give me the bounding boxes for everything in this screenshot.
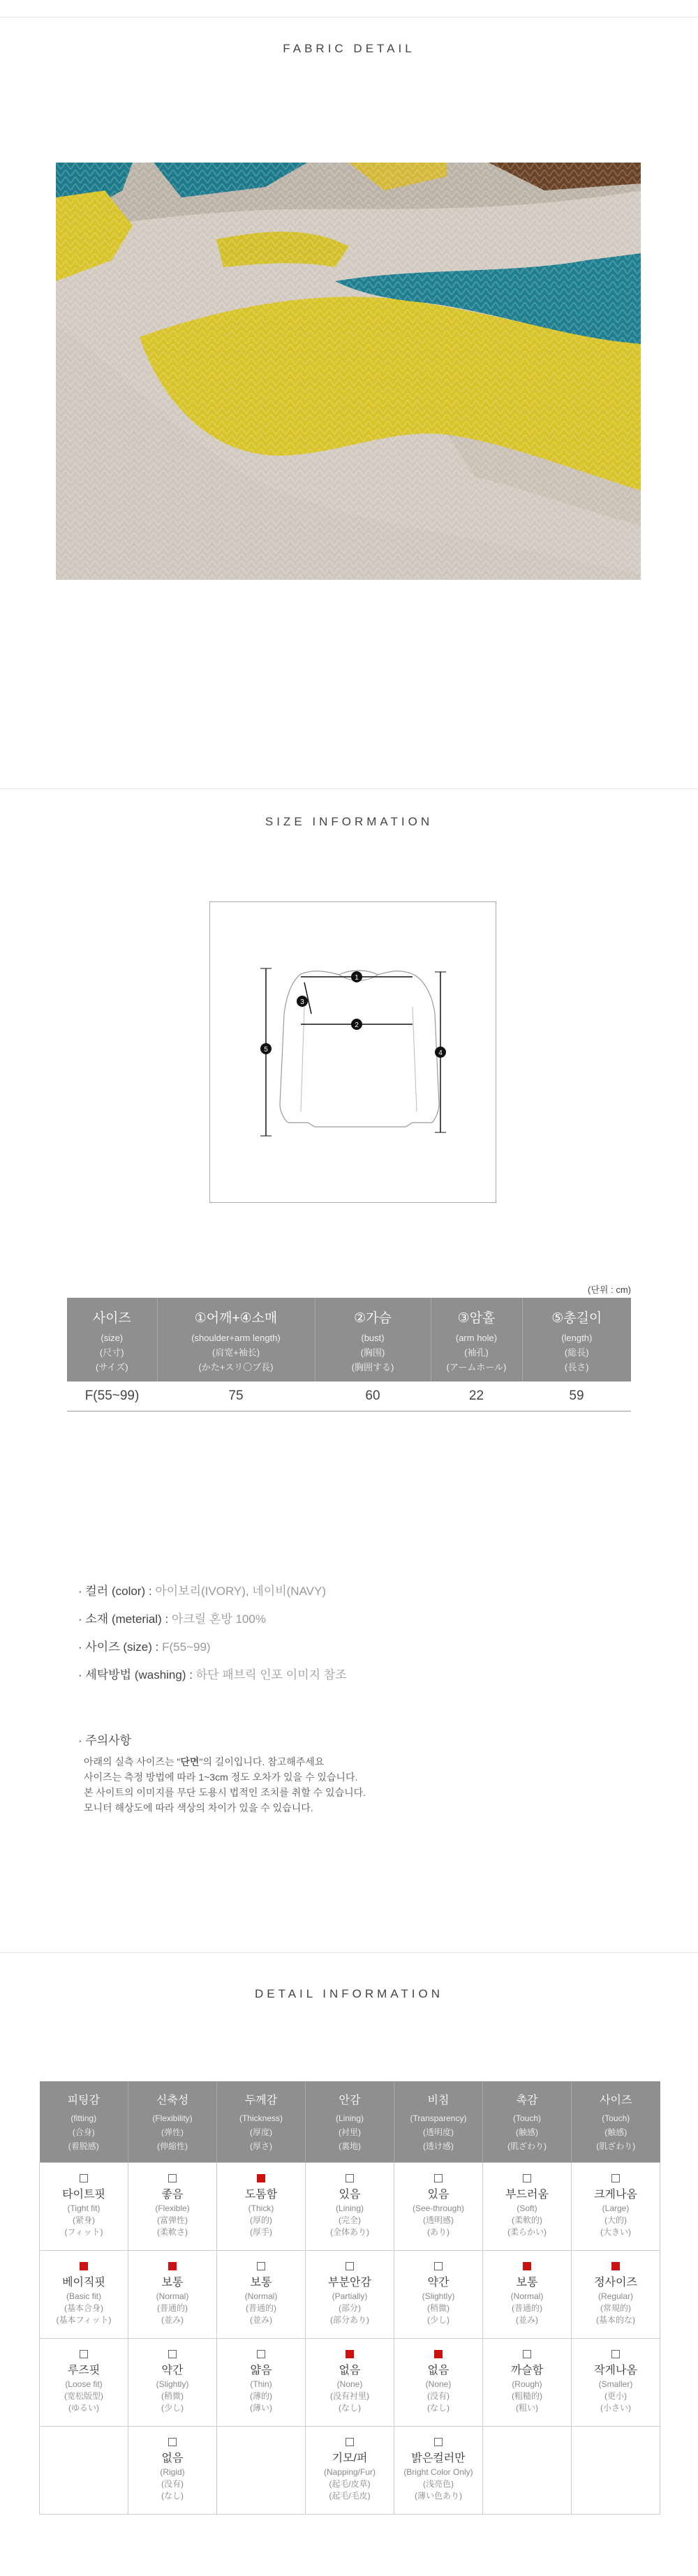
detail-table (39, 2081, 660, 2515)
armhole-col-header: ③암홀 (arm hole) (袖孔) (アームホール) (431, 1298, 522, 1381)
touch-option-cell: 까슬함 (Rough) (粗糙的) (粗い) (483, 2338, 572, 2426)
material-info: · 소재 (meterial) : 아크릴 혼방 100% (78, 1612, 266, 1626)
thickness-option-cell: 얇음 (Thin) (薄的) (薄い) (217, 2338, 306, 2426)
transparency-header: 비침 (Transparency) (透明度) (透け感) (394, 2081, 483, 2162)
lining-option-cell: 없음 (None) (没有衬里) (なし) (306, 2338, 394, 2426)
size-information-title: SIZE INFORMATION (265, 815, 433, 828)
fabric-knit-image (56, 163, 641, 580)
touch-option-cell: 부드러움 (Soft) (柔軟的) (柔らかい) (483, 2162, 572, 2250)
empty-box-icon (257, 2350, 265, 2358)
transparency-option-cell: 있음 (See-through) (透明感) (あり) (394, 2162, 483, 2250)
empty-box-icon (168, 2350, 177, 2358)
lining-option-cell: 부분안감 (Partially) (部分) (部分あり) (306, 2250, 394, 2338)
size-option-cell: 작게나옴 (Smaller) (更小) (小さい) (572, 2338, 660, 2426)
figure-label-3: 3 (300, 998, 304, 1006)
size-col-header: 사이즈 (size) (尺寸) (サイズ) (67, 1298, 157, 1381)
thickness-option-cell: 보통 (Normal) (普通的) (並み) (217, 2250, 306, 2338)
length-col-header: ⑤총길이 (length) (総長) (長さ) (522, 1298, 631, 1381)
shoulder-arm-cell: 75 (157, 1381, 315, 1411)
fitting-option-cell (40, 2426, 128, 2514)
empty-box-icon (346, 2438, 354, 2446)
figure-label-4: 4 (438, 1049, 443, 1057)
checked-box-icon (257, 2174, 265, 2182)
empty-box-icon (168, 2174, 177, 2182)
figure-label-1: 1 (355, 974, 359, 982)
checked-box-icon (80, 2262, 88, 2270)
figure-label-5: 5 (264, 1046, 268, 1054)
lining-header: 안감 (Lining) (衬里) (裏地) (306, 2081, 394, 2162)
table-row (40, 2250, 660, 2338)
bust-cell: 60 (315, 1381, 431, 1411)
flexibility-option-cell: 좋음 (Flexible) (富弹性) (柔軟さ) (128, 2162, 217, 2250)
length-cell: 59 (522, 1381, 631, 1411)
size-diagram (209, 901, 496, 1203)
size-option-cell: 크게나옴 (Large) (大的) (大きい) (572, 2162, 660, 2250)
lining-option-cell: 있음 (Lining) (完全) (全体あり) (306, 2162, 394, 2250)
empty-box-icon (346, 2262, 354, 2270)
size-info: · 사이즈 (size) : F(55~99) (78, 1640, 211, 1654)
empty-box-icon (611, 2350, 620, 2358)
fitting-option-cell: 타이트핏 (Tight fit) (紧身) (フィット) (40, 2162, 128, 2250)
transparency-option-cell: 없음 (None) (没有) (なし) (394, 2338, 483, 2426)
touch-header: 촉감 (Touch) (触感) (肌ざわり) (483, 2081, 572, 2162)
transparency-option-cell: 약간 (Slightly) (稍微) (少し) (394, 2250, 483, 2338)
size-option-cell: 정사이즈 (Regular) (常規的) (基本的な) (572, 2250, 660, 2338)
table-row (40, 2162, 660, 2250)
size-header: 사이즈 (Touch) (触感) (肌ざわり) (572, 2081, 660, 2162)
checked-box-icon (346, 2350, 354, 2358)
checked-box-icon (523, 2262, 531, 2270)
empty-box-icon (523, 2174, 531, 2182)
bust-col-header: ②가슴 (bust) (胸围) (胸囲する) (315, 1298, 431, 1381)
section-divider (0, 788, 698, 789)
flexibility-header: 신축성 (Flexibility) (弹性) (伸縮性) (128, 2081, 217, 2162)
empty-box-icon (168, 2438, 177, 2446)
empty-box-icon (611, 2174, 620, 2182)
empty-box-icon (257, 2262, 265, 2270)
flexibility-option-cell: 보통 (Normal) (普通的) (並み) (128, 2250, 217, 2338)
thickness-option-cell: 도톰함 (Thick) (厚的) (厚手) (217, 2162, 306, 2250)
size-cell: F(55~99) (67, 1381, 157, 1411)
fitting-option-cell: 베이직핏 (Basic fit) (基本合身) (基本フィット) (40, 2250, 128, 2338)
fitting-header: 피팅감 (fitting) (合身) (着脱感) (40, 2081, 128, 2162)
empty-box-icon (434, 2174, 443, 2182)
empty-box-icon (434, 2438, 443, 2446)
size-option-cell (572, 2426, 660, 2514)
notice-title: · 주의사항 (78, 1734, 132, 1747)
color-info: · 컬러 (color) : 아이보리(IVORY), 네이비(NAVY) (78, 1585, 326, 1598)
notice-line: 아래의 실측 사이즈는 "단면"의 길이입니다. 참고해주세요 (84, 1756, 325, 1767)
table-row (67, 1381, 631, 1411)
checked-box-icon (434, 2350, 443, 2358)
size-table (67, 1298, 631, 1411)
unit-label: (단위 : cm) (588, 1285, 631, 1295)
fabric-detail-title: FABRIC DETAIL (283, 42, 415, 55)
notice-line: 사이즈는 측정 방법에 따라 1~3cm 정도 오차가 있을 수 있습니다. (84, 1772, 358, 1783)
touch-option-cell: 보통 (Normal) (普通的) (並み) (483, 2250, 572, 2338)
empty-box-icon (523, 2350, 531, 2358)
fitting-option-cell: 루즈핏 (Loose fit) (宽松版型) (ゆるい) (40, 2338, 128, 2426)
table-row (40, 2426, 660, 2514)
empty-box-icon (434, 2262, 443, 2270)
detail-information-title: DETAIL INFORMATION (254, 1987, 444, 2000)
flexibility-option-cell: 약간 (Slightly) (稍微) (少し) (128, 2338, 217, 2426)
notice-line: 모니터 해상도에 따라 색상의 차이가 있을 수 있습니다. (84, 1802, 313, 1813)
section-divider (0, 1952, 698, 1953)
detail-table-header (40, 2081, 660, 2162)
checked-box-icon (611, 2262, 620, 2270)
figure-label-2: 2 (355, 1021, 359, 1029)
notice-line: 본 사이트의 이미지를 무단 도용시 법적인 조치를 취할 수 있습니다. (84, 1787, 366, 1798)
lining-option-cell: 기모/퍼 (Napping/Fur) (起毛/皮草) (起毛/毛皮) (306, 2426, 394, 2514)
empty-box-icon (346, 2174, 354, 2182)
armhole-cell: 22 (431, 1381, 522, 1411)
empty-box-icon (80, 2174, 88, 2182)
checked-box-icon (168, 2262, 177, 2270)
empty-box-icon (80, 2350, 88, 2358)
touch-option-cell (483, 2426, 572, 2514)
shoulder-arm-col-header: ①어깨+④소매 (shoulder+arm length) (肩宽+袖长) (かた+スリ〇ブ長) (157, 1298, 315, 1381)
transparency-option-cell: 밝은컬러만 (Bright Color Only) (浅亮色) (薄い色あり) (394, 2426, 483, 2514)
flexibility-option-cell: 없음 (Rigid) (没有) (なし) (128, 2426, 217, 2514)
washing-info: · 세탁방법 (washing) : 하단 패브릭 인포 이미지 참조 (78, 1668, 347, 1682)
thickness-option-cell (217, 2426, 306, 2514)
thickness-header: 두께감 (Thickness) (厚度) (厚さ) (217, 2081, 306, 2162)
size-table-header (67, 1298, 631, 1381)
table-row (40, 2338, 660, 2426)
